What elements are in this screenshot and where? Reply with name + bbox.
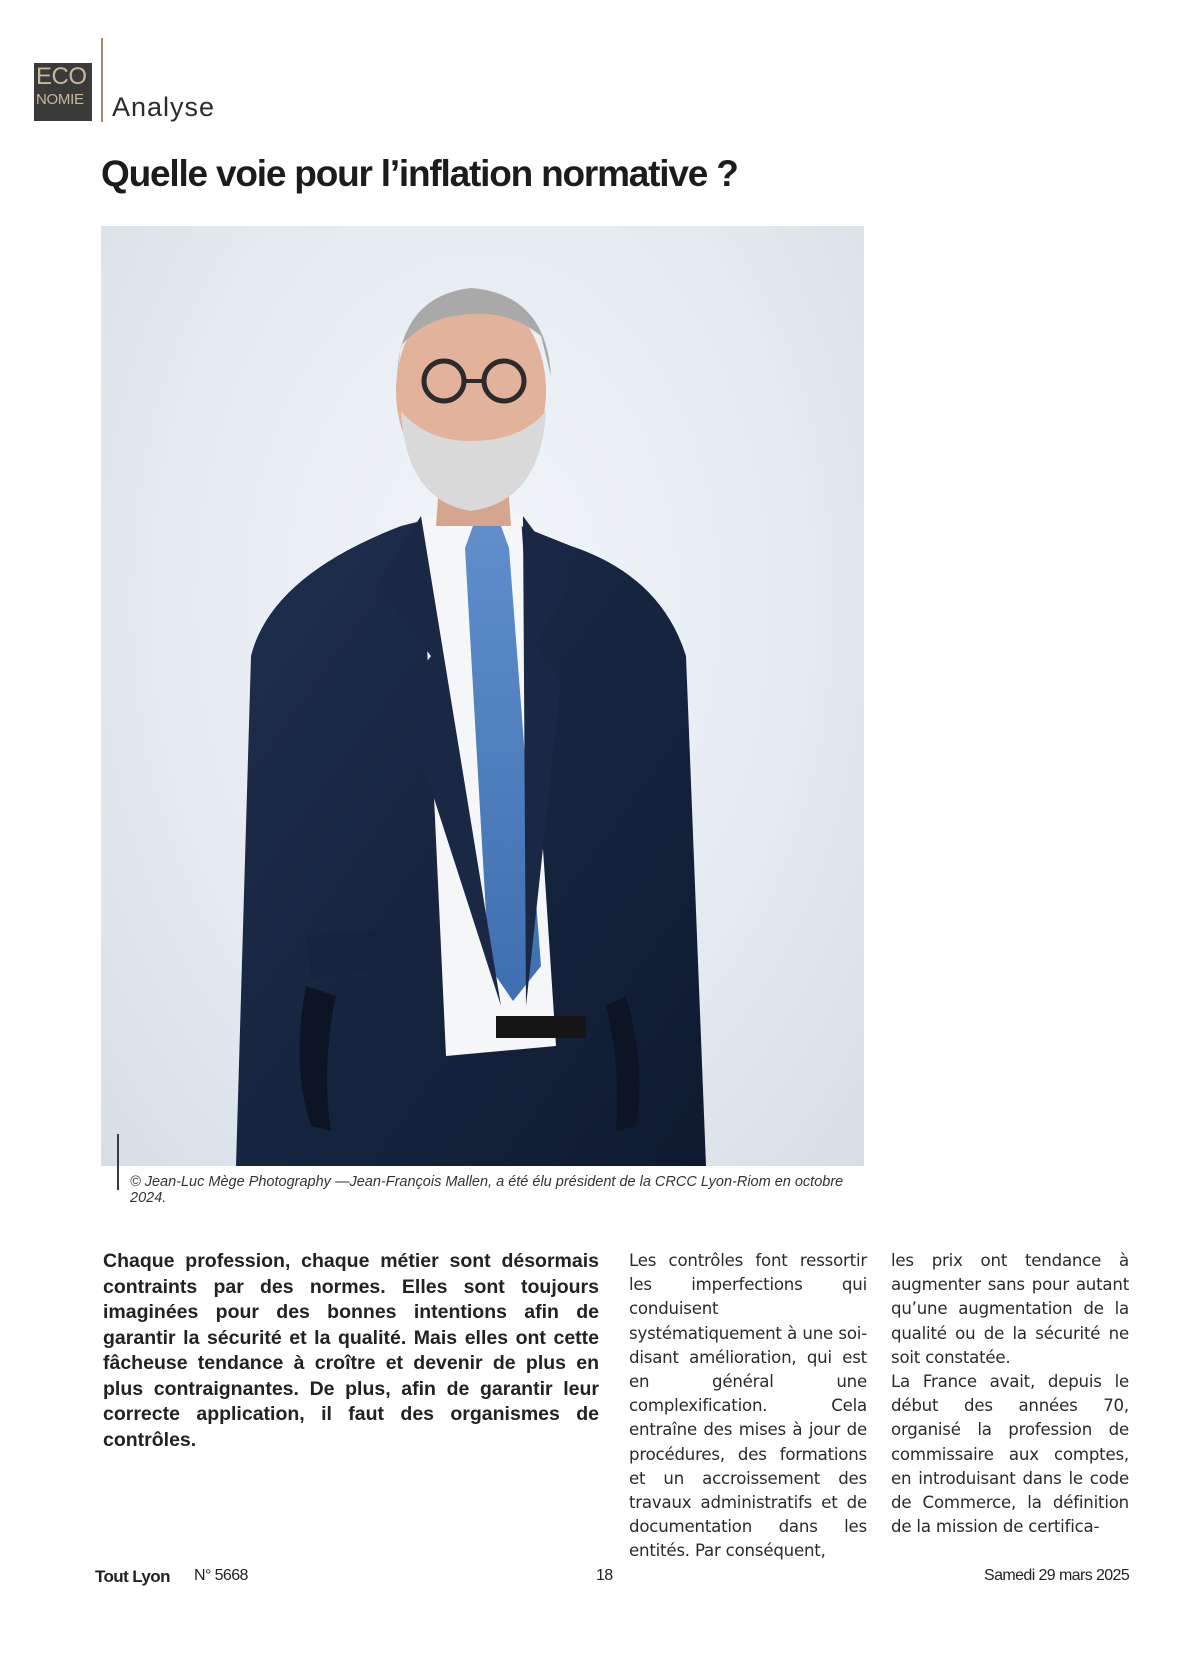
caption-rule — [117, 1134, 119, 1190]
article-column-1 — [629, 1249, 867, 1564]
footer-page-number: 18 — [596, 1567, 613, 1584]
footer-publication: Tout Lyon — [95, 1567, 170, 1586]
footer-issue: N° 5668 — [194, 1567, 248, 1584]
section-label: Analyse — [112, 92, 216, 122]
column-1-paragraph: Les contrôles font ressortir les imperfections qui conduisent systématiquement à une soi-disant amélioration, qui est en général une complexification. Cela entraîne des mises à jour de procédures, des formations et un accroissement des travaux administratifs et de documentation dans les entités. Par conséquent, — [629, 1251, 867, 1561]
portrait-illustration — [101, 226, 864, 1166]
article-lead: Chaque profession, chaque métier sont désormais contraints par des normes. Elles sont toujours imaginées pour des bonnes intentions afin de garantir la sécurité et la qualité. Mais elles ont cette fâcheuse tendance à croître et devenir de plus en plus contraignantes. De plus, afin de garantir leur correcte application, il faut des organismes de contrôles. — [103, 1250, 599, 1451]
footer-date: Samedi 29 mars 2025 — [984, 1567, 1130, 1584]
section-divider — [101, 38, 103, 122]
article-headline: Quelle voie pour l’inflation normative ? — [101, 153, 738, 194]
column-2-paragraph-2: La France avait, depuis le début des années 70, organisé la profession de commissaire aux comptes, en introduisant dans le code de Commerce, la définition de la mission de certifica- — [891, 1372, 1129, 1537]
column-2-paragraph-1: les prix ont tendance à augmenter sans pour autant qu’une augmentation de la qualité ou de la sécurité ne soit constatée. — [891, 1251, 1129, 1367]
section-badge-line2: NOMIE — [36, 91, 84, 108]
article-column-2 — [891, 1249, 1129, 1539]
section-badge-line1: ECO — [36, 63, 87, 90]
section-badge — [34, 63, 92, 121]
article-photo — [101, 226, 864, 1166]
photo-caption: © Jean-Luc Mège Photography —Jean-François Mallen, a été élu président de la CRCC Lyon-Riom en octobre 2024. — [130, 1174, 844, 1206]
